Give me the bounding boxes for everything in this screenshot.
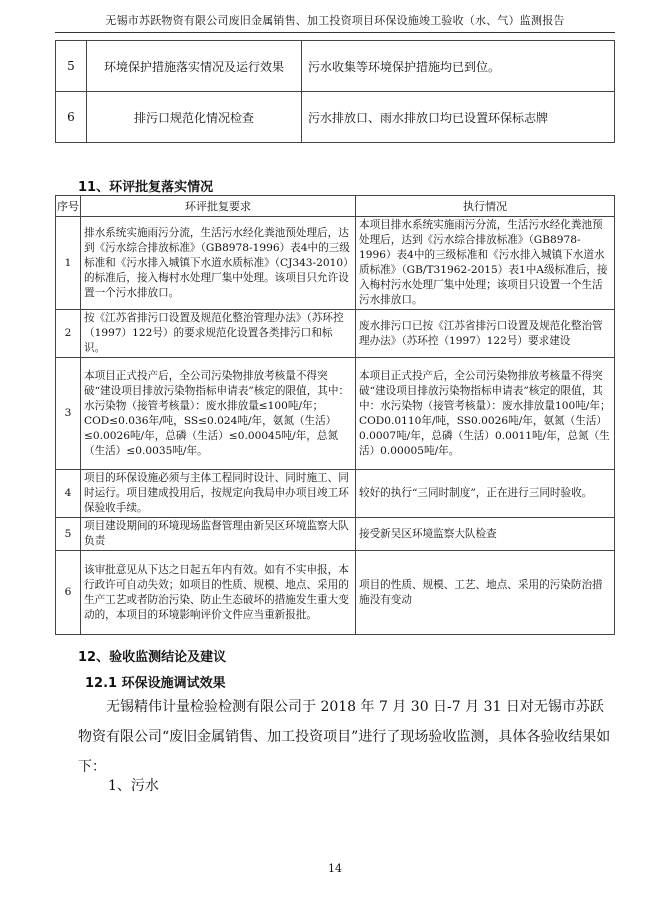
section-12-heading: 12、验收监测结论及建议 [78, 650, 227, 665]
row-number: 2 [56, 310, 81, 358]
implementation-status: 接受新吴区环境监察大队检查 [356, 518, 615, 551]
approval-requirement: 排水系统实施雨污分流，生活污水经化粪池预处理后，达到《污水综合排放标准》（GB8978-1996）表4中的三级标准和《污水排入城镇下水道水质标准》（CJ343-2010）的标准后，接入梅村水处理厂集中处理。该项目只允许设置一个污水排放口。 [81, 217, 356, 310]
row-number: 1 [56, 217, 81, 310]
eia-row [56, 551, 615, 635]
row-number: 5 [56, 518, 81, 551]
body-paragraph: 无锡精伟计量检验检测有限公司于 2018 年 7 月 30 日-7 月 31 日对无锡市苏跃物资有限公司“废旧金属销售、加工投资项目”进行了现场验收监测，具体各验收结果如下： [78, 699, 611, 775]
eia-row [56, 470, 615, 518]
inspection-status: 污水排放口、雨水排放口均已设置环保标志牌 [302, 92, 615, 143]
section-11-heading: 11、环评批复落实情况 [78, 180, 214, 195]
implementation-status: 本项目正式投产后，全公司污染物排放考核量不得突破“建设项目排放污染物指标申请表”核定的限值，其中：水污染物（接管考核量）：废水排放量100吨/年；COD0.0110年/吨，SS0.0026吨/年，氨氮（生活）0.0007吨/年，总磷（生活）0.0011吨/年，总氮（生活）0.00005吨/年。 [356, 358, 615, 470]
eia-row [56, 518, 615, 551]
col-header-implementation: 执行情况 [356, 196, 615, 217]
eia-row [56, 358, 615, 470]
page-number: 14 [328, 862, 342, 875]
row-number: 4 [56, 470, 81, 518]
eia-approval-table [55, 195, 615, 635]
col-header-requirement: 环评批复要求 [81, 196, 356, 217]
running-header: 无锡市苏跃物资有限公司废旧金属销售、加工投资项目环保设施竣工验收（水、气）监测报告 [55, 12, 615, 33]
eia-table-body [56, 217, 615, 635]
inspection-row [56, 41, 615, 92]
implementation-status: 项目的性质、规模、工艺、地点、采用的污染防治措施没有变动 [356, 551, 615, 635]
eia-row [56, 310, 615, 358]
approval-requirement: 本项目正式投产后，全公司污染物排放考核量不得突破“建设项目排放污染物指标申请表”核定的限值，其中：水污染物（接管考核量）：废水排放量≤100吨/年；COD≤0.036年/吨，SS≤0.024吨/年，氨氮（生活）≤0.0026吨/年，总磷（生活）≤0.00045吨/年，总氮（生活）≤0.0035吨/年。 [81, 358, 356, 470]
section-12-1-heading: 12.1 环保设施调试效果 [85, 676, 226, 691]
col-header-no: 序号 [56, 196, 81, 217]
inspection-status: 污水收集等环境保护措施均已到位。 [302, 41, 615, 92]
implementation-status: 本项目排水系统实施雨污分流，生活污水经化粪池预处理后，达到《污水综合排放标准》（GB8978-1996）表4中的三级标准和《污水排入城镇下水道水质标准》（GB/T31962-2015）表1中A级标准后，接入梅村污水处理厂集中处理；该项目只设置一个生活污水排放口。 [356, 217, 615, 310]
implementation-status: 较好的执行“三同时制度”，正在进行三同时验收。 [356, 470, 615, 518]
inspection-item: 环境保护措施落实情况及运行效果 [87, 41, 302, 92]
approval-requirement: 项目建设期间的环境现场监督管理由新吴区环境监察大队负责 [81, 518, 356, 551]
row-number: 5 [56, 41, 87, 92]
eia-table-header-row [56, 196, 615, 217]
inspection-item: 排污口规范化情况检查 [87, 92, 302, 143]
approval-requirement: 项目的环保设施必须与主体工程同时设计、同时施工、同时运行。项目建成投用后，按规定向我局申办项目竣工环保验收手续。 [81, 470, 356, 518]
inspection-row [56, 92, 615, 143]
eia-row [56, 217, 615, 310]
approval-requirement: 该审批意见从下达之日起五年内有效。如有不实申报，本行政许可自动失效；如项目的性质、规模、地点、采用的生产工艺或者防治污染、防止生态破坏的措施发生重大变动的，本项目的环境影响评价文件应当重新报批。 [81, 551, 356, 635]
list-item-wastewater: 1、污水 [108, 778, 159, 794]
row-number: 3 [56, 358, 81, 470]
approval-requirement: 按《江苏省排污口设置及规范化整治管理办法》（苏环控（1997）122号）的要求规范化设置各类排污口和标识。 [81, 310, 356, 358]
inspection-table-body [56, 41, 615, 143]
row-number: 6 [56, 92, 87, 143]
implementation-status: 废水排污口已按《江苏省排污口设置及规范化整治管理办法》（苏环控（1997）122号）要求建设 [356, 310, 615, 358]
inspection-table [55, 40, 615, 143]
row-number: 6 [56, 551, 81, 635]
